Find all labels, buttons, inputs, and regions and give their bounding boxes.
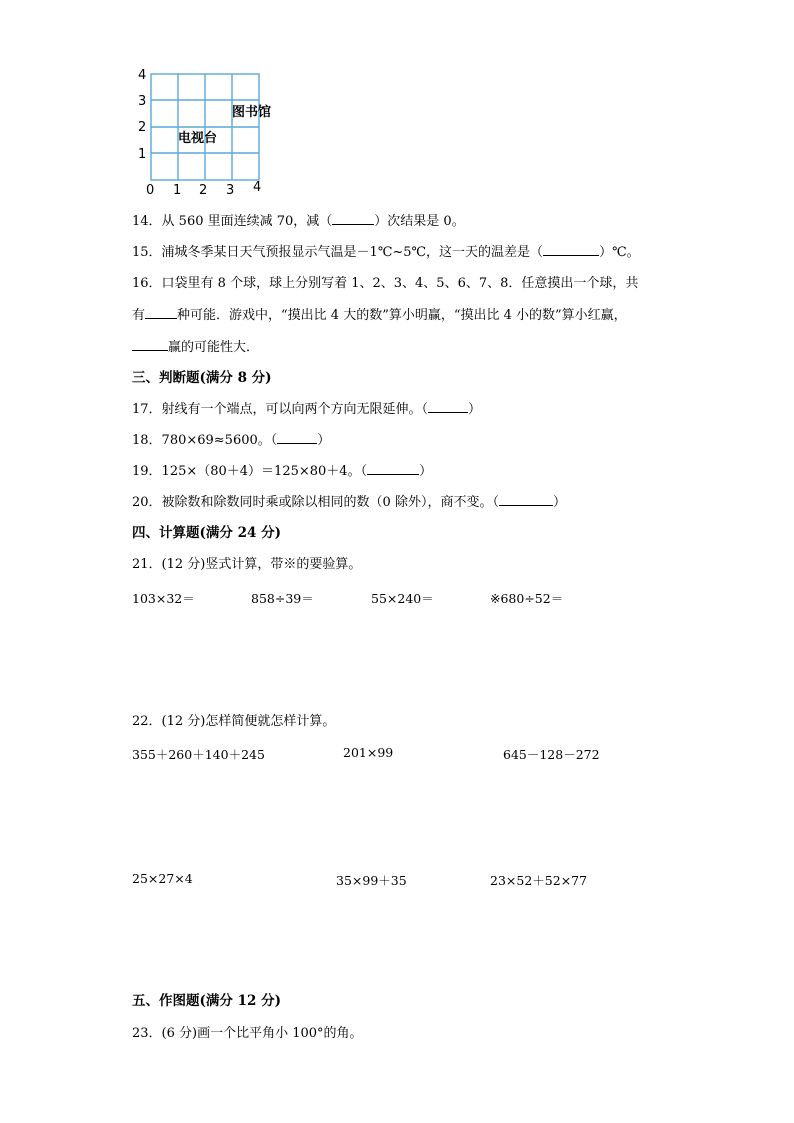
- q21-item-3: 55×240＝: [371, 591, 434, 606]
- x-label-1: 1: [173, 183, 182, 198]
- question-20: 20．被除数和除数同时乘或除以相同的数（0 除外），商不变。（ ）: [132, 495, 566, 510]
- answer-blank-19[interactable]: [367, 462, 419, 475]
- library-label: 图书馆: [232, 105, 272, 120]
- answer-blank-17[interactable]: [428, 400, 468, 413]
- q22-item-6: 23×52＋52×77: [490, 873, 588, 888]
- q22-item-2: 201×99: [343, 745, 394, 760]
- section-3-heading: 三、判断题(满分 8 分): [132, 370, 272, 386]
- answer-blank-18[interactable]: [277, 431, 317, 444]
- y-label-4: 4: [138, 68, 147, 83]
- question-16-line-3: 赢的可能性大．: [132, 338, 259, 357]
- question-16-line-1: 16．口袋里有 8 个球，球上分别写着 1、2、3、4、5、6、7、8．任意摸出一个球，共: [132, 276, 639, 291]
- y-label-2: 2: [138, 120, 147, 135]
- q21-item-4: ※680÷52＝: [490, 591, 564, 606]
- answer-blank-16b[interactable]: [132, 338, 168, 351]
- answer-blank-14[interactable]: [332, 212, 374, 225]
- q22-item-4: 25×27×4: [132, 871, 193, 886]
- question-15: 15．浦城冬季某日天气预报显示气温是－1℃~5℃，这一天的温差是（ ）℃。: [132, 245, 640, 260]
- question-18: 18．780×69≈5600。（ ）: [132, 433, 331, 448]
- q22-item-3: 645－128－272: [503, 747, 600, 762]
- question-14: 14．从 560 里面连续减 70，减（ ）次结果是 0。: [132, 214, 465, 229]
- q21-item-2: 858÷39＝: [251, 591, 314, 606]
- answer-blank-16a[interactable]: [145, 306, 177, 319]
- x-label-3: 3: [226, 183, 235, 198]
- q21-item-1: 103×32＝: [132, 591, 195, 606]
- y-label-1: 1: [138, 147, 147, 162]
- tv-station-label: 电视台: [178, 131, 218, 146]
- question-21-title: 21．(12 分)竖式计算，带※的要验算。: [132, 557, 362, 572]
- x-label-4: 4: [253, 180, 262, 195]
- answer-blank-15[interactable]: [543, 243, 599, 256]
- question-23: 23．(6 分)画一个比平角小 100°的角。: [132, 1026, 363, 1041]
- section-5-heading: 五、作图题(满分 12 分): [132, 993, 281, 1009]
- answer-blank-20[interactable]: [499, 493, 553, 506]
- section-4-heading: 四、计算题(满分 24 分): [132, 525, 281, 541]
- y-label-3: 3: [138, 94, 147, 109]
- question-22-title: 22．(12 分)怎样简便就怎样计算。: [132, 714, 336, 729]
- q22-item-1: 355＋260＋140＋245: [132, 747, 265, 762]
- x-label-2: 2: [199, 183, 208, 198]
- question-19: 19．125×（80＋4）＝125×80＋4。（ ）: [132, 464, 433, 479]
- question-17: 17．射线有一个端点，可以向两个方向无限延伸。（ ）: [132, 402, 482, 417]
- x-label-0: 0: [146, 183, 155, 198]
- q22-item-5: 35×99＋35: [336, 873, 407, 888]
- question-16-line-2: 有 种可能．游戏中，“摸出比 4 大的数”算小明赢，“摸出比 4 小的数”算小红赢，: [132, 308, 627, 323]
